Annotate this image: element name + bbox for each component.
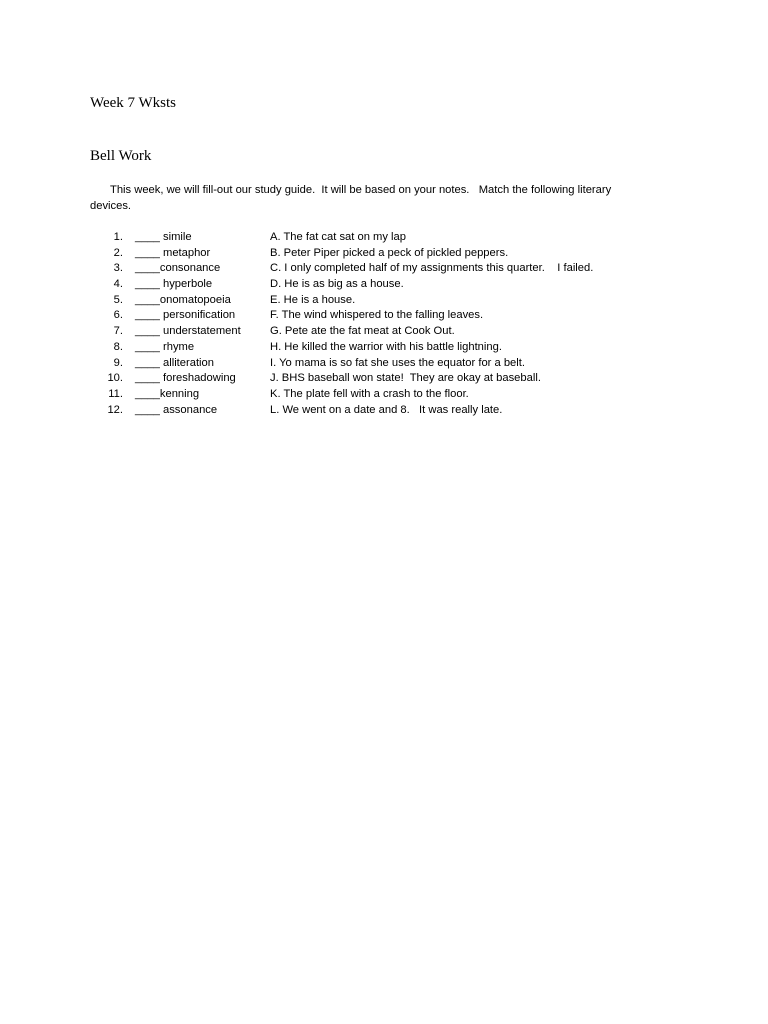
item-number: 1. — [113, 231, 123, 243]
item-term: ____ metaphor — [135, 246, 211, 259]
item-term: ____ foreshadowing — [135, 372, 236, 385]
list-item — [0, 261, 768, 277]
item-number: 2. — [113, 246, 123, 259]
item-term: ____ assonance — [135, 403, 218, 416]
matching-list — [0, 230, 768, 418]
item-number: 5. — [113, 293, 123, 306]
item-example: K. The plate fell with a crash to the floor. — [270, 387, 469, 400]
list-item — [0, 324, 768, 340]
item-number: 10. — [107, 372, 123, 385]
item-example: B. Peter Piper picked a peck of pickled peppers. — [270, 246, 509, 259]
item-number: 4. — [113, 278, 123, 291]
item-number: 12. — [107, 403, 123, 416]
item-number: 8. — [113, 340, 123, 353]
item-example: E. He is a house. — [270, 293, 356, 306]
item-example: C. I only completed half of my assignments this quarter. I failed. — [270, 262, 594, 275]
list-item — [0, 371, 768, 387]
list-item — [0, 230, 768, 246]
item-term: ____onomatopoeia — [135, 293, 231, 306]
list-item — [0, 356, 768, 372]
list-item — [0, 277, 768, 293]
item-term: ____ understatement — [135, 325, 241, 338]
item-example: G. Pete ate the fat meat at Cook Out. — [270, 325, 455, 338]
item-term: ____consonance — [135, 262, 221, 275]
list-item — [0, 246, 768, 262]
item-example: H. He killed the warrior with his battle lightning. — [270, 340, 502, 353]
item-example: F. The wind whispered to the falling leaves. — [270, 309, 484, 322]
item-term: ____kenning — [135, 387, 200, 400]
item-number: 3. — [113, 262, 123, 275]
list-item — [0, 308, 768, 324]
item-term: ____ hyperbole — [135, 278, 213, 291]
item-example: J. BHS baseball won state! They are okay at baseball. — [270, 372, 541, 385]
item-number: 11. — [108, 387, 123, 400]
item-term: ____ simile — [135, 231, 192, 243]
section-heading: Bell Work — [90, 148, 152, 164]
item-number: 6. — [113, 309, 123, 322]
item-example: A. The fat cat sat on my lap — [270, 231, 406, 243]
list-item — [0, 293, 768, 309]
item-example: L. We went on a date and 8. It was really late. — [270, 403, 503, 416]
item-example: D. He is as big as a house. — [270, 278, 404, 291]
item-term: ____ alliteration — [135, 356, 214, 369]
item-term: ____ personification — [135, 309, 236, 322]
item-number: 7. — [113, 325, 123, 338]
item-number: 9. — [113, 356, 123, 369]
instructions-paragraph: This week, we will fill-out our study guide. It will be based on your notes. Match the following literary devices. — [90, 184, 615, 212]
item-example: I. Yo mama is so fat she uses the equator for a belt. — [270, 356, 525, 369]
page-title: Week 7 Wksts — [90, 95, 177, 111]
list-item — [0, 340, 768, 356]
list-item — [0, 387, 768, 403]
list-item — [0, 403, 768, 419]
item-term: ____ rhyme — [135, 340, 195, 353]
